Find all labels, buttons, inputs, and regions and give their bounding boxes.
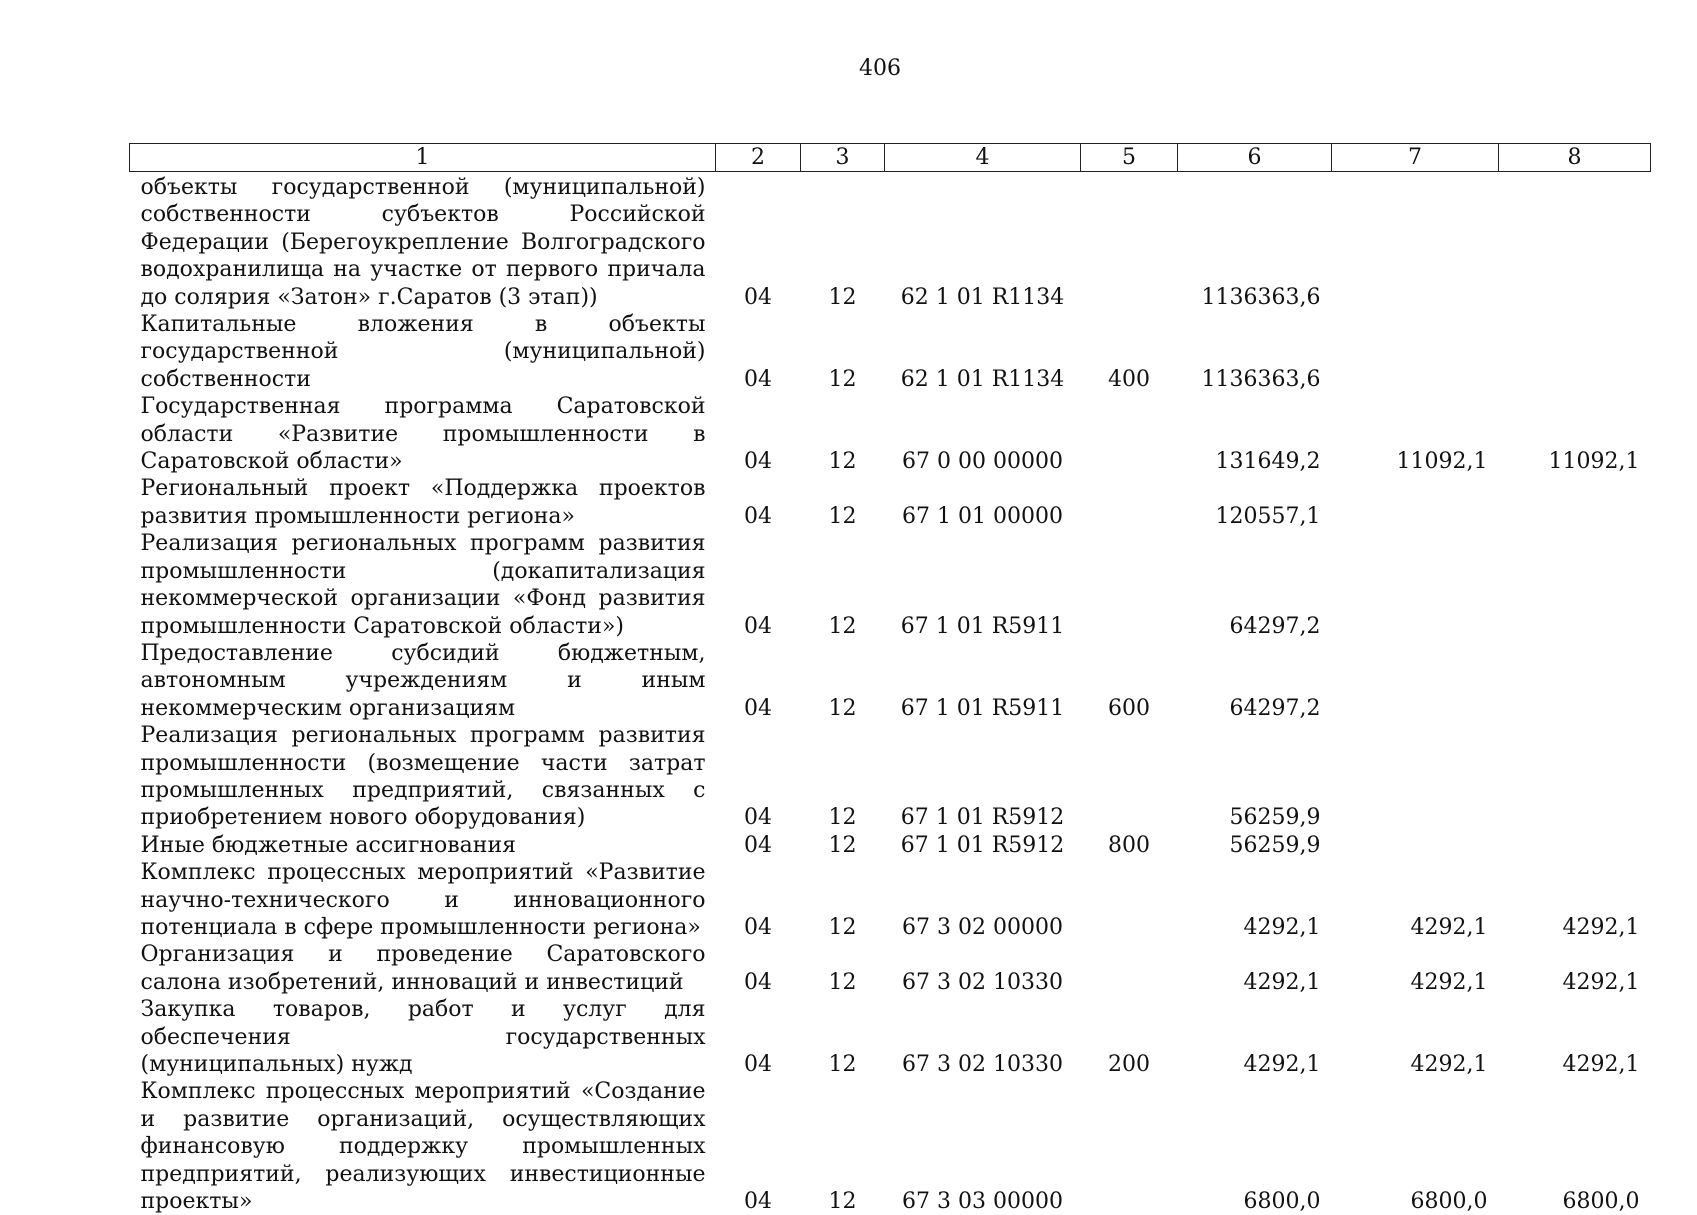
column-header-6: 6 <box>1178 144 1332 172</box>
subsection-cell: 12 <box>801 941 885 996</box>
row-name-cell: Комплекс процессных мероприятий «Развитие научно-технического и инновационного потенциала в сфере промышленности региона» <box>130 859 716 941</box>
section-cell: 04 <box>716 941 801 996</box>
subsection-cell: 12 <box>801 393 885 475</box>
section-cell: 04 <box>716 393 801 475</box>
table-body <box>130 172 1651 1215</box>
section-cell: 04 <box>716 475 801 530</box>
column-header-2: 2 <box>716 144 801 172</box>
subsection-cell: 12 <box>801 640 885 722</box>
expense-type-cell: 400 <box>1081 311 1178 393</box>
amount-col6-cell: 1136363,6 <box>1178 172 1332 312</box>
table-row <box>130 1078 1651 1215</box>
column-header-4: 4 <box>885 144 1081 172</box>
row-name-cell: Комплекс процессных мероприятий «Создание и развитие организаций, осуществляющих финансовую поддержку промышленных предприятий, реализующих инвестиционные проекты» <box>130 1078 716 1215</box>
amount-col7-cell <box>1332 530 1499 640</box>
section-cell: 04 <box>716 311 801 393</box>
expense-type-cell <box>1081 172 1178 312</box>
amount-col8-cell: 4292,1 <box>1499 996 1651 1078</box>
expense-type-cell: 200 <box>1081 996 1178 1078</box>
table-row <box>130 393 1651 475</box>
amount-col7-cell <box>1332 722 1499 832</box>
target-article-cell: 67 1 01 R5911 <box>885 530 1081 640</box>
section-cell: 04 <box>716 172 801 312</box>
amount-col6-cell: 64297,2 <box>1178 530 1332 640</box>
amount-col8-cell: 11092,1 <box>1499 393 1651 475</box>
amount-col7-cell: 4292,1 <box>1332 941 1499 996</box>
row-name-cell: Реализация региональных программ развития промышленности (докапитализация некоммерческой организации «Фонд развития промышленности Саратовской области») <box>130 530 716 640</box>
amount-col8-cell <box>1499 311 1651 393</box>
budget-table <box>129 143 1651 1215</box>
subsection-cell: 12 <box>801 832 885 859</box>
expense-type-cell <box>1081 722 1178 832</box>
row-name-cell: Организация и проведение Саратовского салона изобретений, инноваций и инвестиций <box>130 941 716 996</box>
page-number: 406 <box>0 56 1697 81</box>
row-name-cell: Реализация региональных программ развития промышленности (возмещение части затрат промышленных предприятий, связанных с приобретением нового оборудования) <box>130 722 716 832</box>
amount-col6-cell: 56259,9 <box>1178 832 1332 859</box>
row-name-cell: Капитальные вложения в объекты государственной (муниципальной) собственности <box>130 311 716 393</box>
subsection-cell: 12 <box>801 475 885 530</box>
column-header-8: 8 <box>1499 144 1651 172</box>
row-name-cell: Закупка товаров, работ и услуг для обеспечения государственных (муниципальных) нужд <box>130 996 716 1078</box>
table-row <box>130 941 1651 996</box>
subsection-cell: 12 <box>801 996 885 1078</box>
table-row <box>130 859 1651 941</box>
amount-col7-cell: 4292,1 <box>1332 859 1499 941</box>
table-row <box>130 311 1651 393</box>
amount-col8-cell <box>1499 832 1651 859</box>
expense-type-cell <box>1081 530 1178 640</box>
amount-col8-cell <box>1499 722 1651 832</box>
expense-type-cell <box>1081 393 1178 475</box>
amount-col8-cell: 4292,1 <box>1499 941 1651 996</box>
expense-type-cell: 600 <box>1081 640 1178 722</box>
target-article-cell: 67 3 02 00000 <box>885 859 1081 941</box>
amount-col8-cell <box>1499 172 1651 312</box>
subsection-cell: 12 <box>801 311 885 393</box>
table-row <box>130 172 1651 312</box>
amount-col6-cell: 4292,1 <box>1178 859 1332 941</box>
amount-col6-cell: 4292,1 <box>1178 996 1332 1078</box>
amount-col6-cell: 131649,2 <box>1178 393 1332 475</box>
header-row <box>130 144 1651 172</box>
amount-col6-cell: 64297,2 <box>1178 640 1332 722</box>
table-row <box>130 722 1651 832</box>
amount-col8-cell <box>1499 475 1651 530</box>
amount-col6-cell: 6800,0 <box>1178 1078 1332 1215</box>
amount-col7-cell <box>1332 640 1499 722</box>
row-name-cell: Государственная программа Саратовской области «Развитие промышленности в Саратовской области» <box>130 393 716 475</box>
expense-type-cell <box>1081 859 1178 941</box>
amount-col6-cell: 4292,1 <box>1178 941 1332 996</box>
subsection-cell: 12 <box>801 859 885 941</box>
amount-col8-cell <box>1499 530 1651 640</box>
target-article-cell: 67 1 01 R5911 <box>885 640 1081 722</box>
target-article-cell: 67 3 02 10330 <box>885 996 1081 1078</box>
target-article-cell: 67 0 00 00000 <box>885 393 1081 475</box>
subsection-cell: 12 <box>801 172 885 312</box>
row-name-cell: Иные бюджетные ассигнования <box>130 832 716 859</box>
target-article-cell: 67 3 02 10330 <box>885 941 1081 996</box>
amount-col8-cell <box>1499 640 1651 722</box>
section-cell: 04 <box>716 722 801 832</box>
section-cell: 04 <box>716 859 801 941</box>
table-header <box>130 144 1651 172</box>
target-article-cell: 67 1 01 00000 <box>885 475 1081 530</box>
amount-col7-cell: 4292,1 <box>1332 996 1499 1078</box>
expense-type-cell: 800 <box>1081 832 1178 859</box>
section-cell: 04 <box>716 640 801 722</box>
amount-col6-cell: 120557,1 <box>1178 475 1332 530</box>
subsection-cell: 12 <box>801 530 885 640</box>
amount-col7-cell <box>1332 832 1499 859</box>
column-header-7: 7 <box>1332 144 1499 172</box>
expense-type-cell <box>1081 1078 1178 1215</box>
row-name-cell: объекты государственной (муниципальной) собственности субъектов Российской Федерации (Берегоукрепление Волгоградского водохранилища на участке от первого причала до солярия «Затон» г.Саратов (3 этап)) <box>130 172 716 312</box>
amount-col6-cell: 1136363,6 <box>1178 311 1332 393</box>
table-row <box>130 832 1651 859</box>
section-cell: 04 <box>716 832 801 859</box>
amount-col7-cell <box>1332 311 1499 393</box>
subsection-cell: 12 <box>801 1078 885 1215</box>
target-article-cell: 62 1 01 R1134 <box>885 311 1081 393</box>
section-cell: 04 <box>716 996 801 1078</box>
table-row <box>130 996 1651 1078</box>
target-article-cell: 67 3 03 00000 <box>885 1078 1081 1215</box>
amount-col8-cell: 6800,0 <box>1499 1078 1651 1215</box>
amount-col6-cell: 56259,9 <box>1178 722 1332 832</box>
subsection-cell: 12 <box>801 722 885 832</box>
expense-type-cell <box>1081 475 1178 530</box>
amount-col7-cell: 11092,1 <box>1332 393 1499 475</box>
expense-type-cell <box>1081 941 1178 996</box>
column-header-1: 1 <box>130 144 716 172</box>
section-cell: 04 <box>716 1078 801 1215</box>
section-cell: 04 <box>716 530 801 640</box>
target-article-cell: 67 1 01 R5912 <box>885 832 1081 859</box>
table-row <box>130 530 1651 640</box>
amount-col7-cell: 6800,0 <box>1332 1078 1499 1215</box>
amount-col7-cell <box>1332 475 1499 530</box>
row-name-cell: Региональный проект «Поддержка проектов развития промышленности региона» <box>130 475 716 530</box>
row-name-cell: Предоставление субсидий бюджетным, автономным учреждениям и иным некоммерческим организациям <box>130 640 716 722</box>
column-header-3: 3 <box>801 144 885 172</box>
target-article-cell: 62 1 01 R1134 <box>885 172 1081 312</box>
amount-col7-cell <box>1332 172 1499 312</box>
column-header-5: 5 <box>1081 144 1178 172</box>
amount-col8-cell: 4292,1 <box>1499 859 1651 941</box>
table-row <box>130 475 1651 530</box>
table-row <box>130 640 1651 722</box>
target-article-cell: 67 1 01 R5912 <box>885 722 1081 832</box>
